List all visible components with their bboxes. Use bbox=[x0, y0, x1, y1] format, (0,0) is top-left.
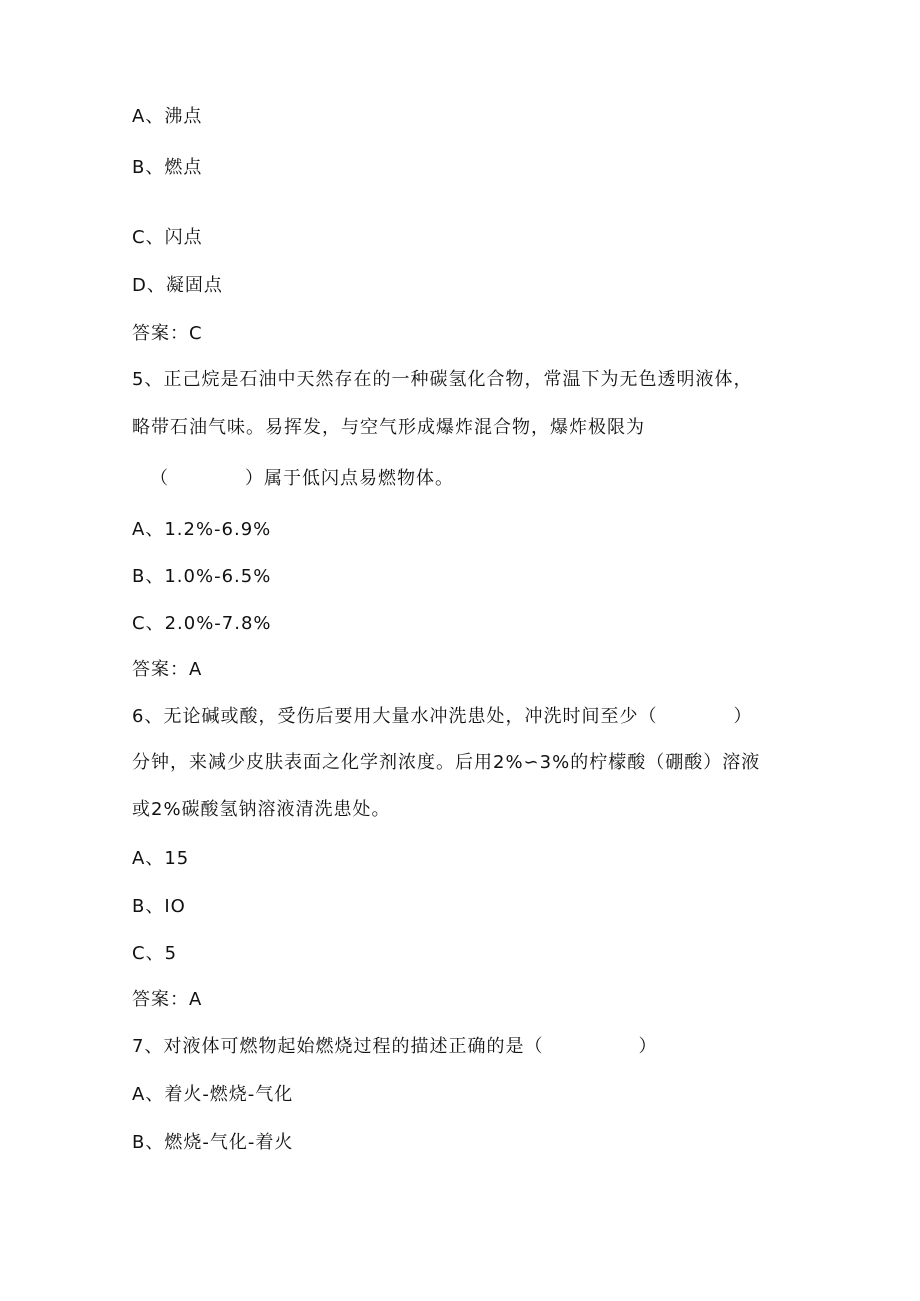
option-line: A、着火-燃烧-气化 bbox=[132, 1084, 294, 1105]
option-line: B、1.0%-6.5% bbox=[132, 566, 272, 587]
question-text: 分钟，来减少皮肤表面之化学剂浓度。后用2%∽3%的柠檬酸（硼酸）溶液 bbox=[132, 752, 761, 773]
option-line: B、燃烧-气化-着火 bbox=[132, 1132, 294, 1153]
answer-line: 答案：A bbox=[132, 989, 203, 1010]
option-line: B、燃点 bbox=[132, 157, 203, 178]
option-line: C、5 bbox=[132, 943, 178, 964]
option-line: A、沸点 bbox=[132, 106, 203, 127]
question-text: 6、无论碱或酸，受伤后要用大量水冲洗患处，冲洗时间至少（ ） bbox=[132, 706, 753, 727]
question-text: （ ）属于低闪点易燃物体。 bbox=[150, 468, 454, 489]
option-line: A、15 bbox=[132, 848, 190, 869]
question-text: 7、对液体可燃物起始燃烧过程的描述正确的是（ ） bbox=[132, 1036, 658, 1057]
question-text: 或2%碳酸氢钠溶液清洗患处。 bbox=[132, 799, 391, 820]
option-line: C、2.0%-7.8% bbox=[132, 613, 272, 634]
option-line: C、闪点 bbox=[132, 227, 203, 248]
answer-line: 答案：C bbox=[132, 323, 203, 344]
answer-line: 答案：A bbox=[132, 659, 203, 680]
question-text: 5、正己烷是石油中天然存在的一种碳氢化合物，常温下为无色透明液体， bbox=[132, 369, 753, 390]
option-line: A、1.2%-6.9% bbox=[132, 519, 272, 540]
option-line: B、IO bbox=[132, 896, 186, 917]
option-line: D、凝固点 bbox=[132, 275, 223, 296]
question-text: 略带石油气味。易挥发，与空气形成爆炸混合物，爆炸极限为 bbox=[132, 417, 645, 438]
